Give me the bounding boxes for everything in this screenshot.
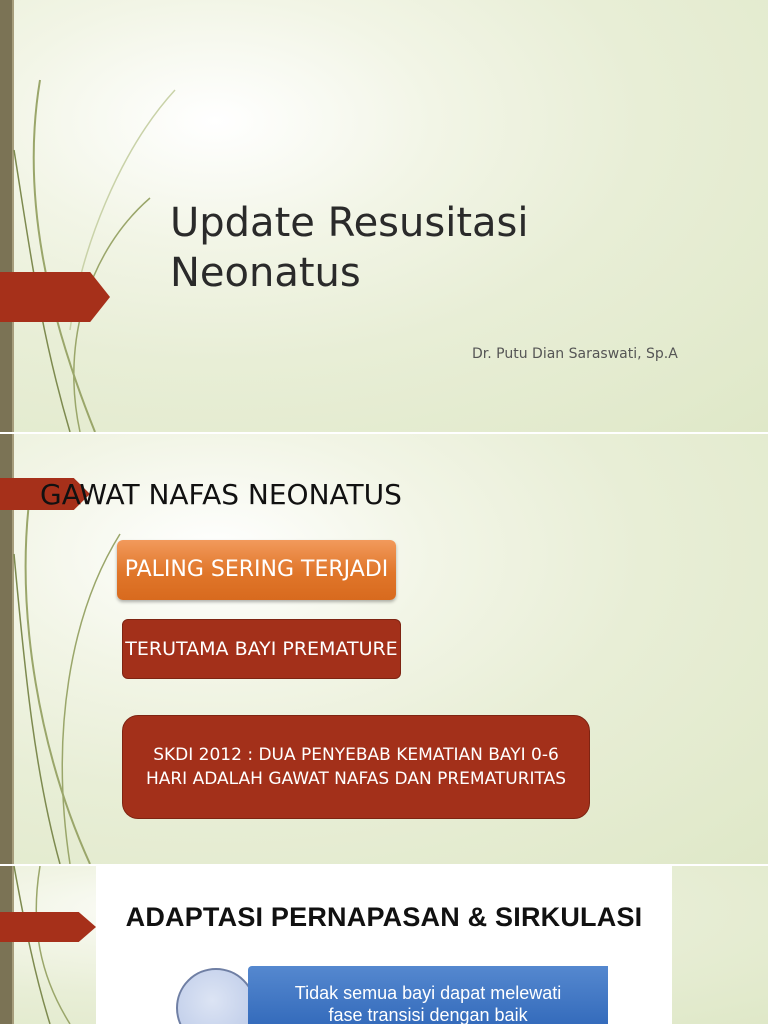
slide-title: GAWAT NAFAS NEONATUS	[40, 478, 402, 511]
content-card	[96, 866, 672, 1024]
accent-arrow	[0, 912, 96, 942]
slide-2	[0, 434, 768, 864]
info-line-2: fase transisi dengan baik	[328, 1005, 528, 1024]
author-subtitle: Dr. Putu Dian Saraswati, Sp.A	[472, 346, 678, 362]
slide-1	[0, 0, 768, 432]
highlight-box-orange: PALING SERING TERJADI	[117, 540, 396, 600]
highlight-box-red: TERUTAMA BAYI PREMATURE	[122, 619, 401, 679]
title-line-1: Update Resusitasi	[170, 200, 529, 246]
slide-3	[0, 866, 768, 1024]
accent-arrow	[0, 272, 110, 322]
info-line-1: Tidak semua bayi dapat melewati	[294, 983, 562, 1003]
title-line-2: Neonatus	[170, 250, 361, 296]
card-title: ADAPTASI PERNAPASAN & SIRKULASI	[125, 902, 643, 932]
diagram-info-box	[248, 966, 608, 1024]
presentation-title	[170, 198, 528, 298]
decorative-swoosh-lines	[0, 866, 100, 1024]
diagram-circle	[176, 968, 256, 1024]
highlight-box-red-wide: SKDI 2012 : DUA PENYEBAB KEMATIAN BAYI 0-6 HARI ADALAH GAWAT NAFAS DAN PREMATURITAS	[122, 715, 590, 819]
